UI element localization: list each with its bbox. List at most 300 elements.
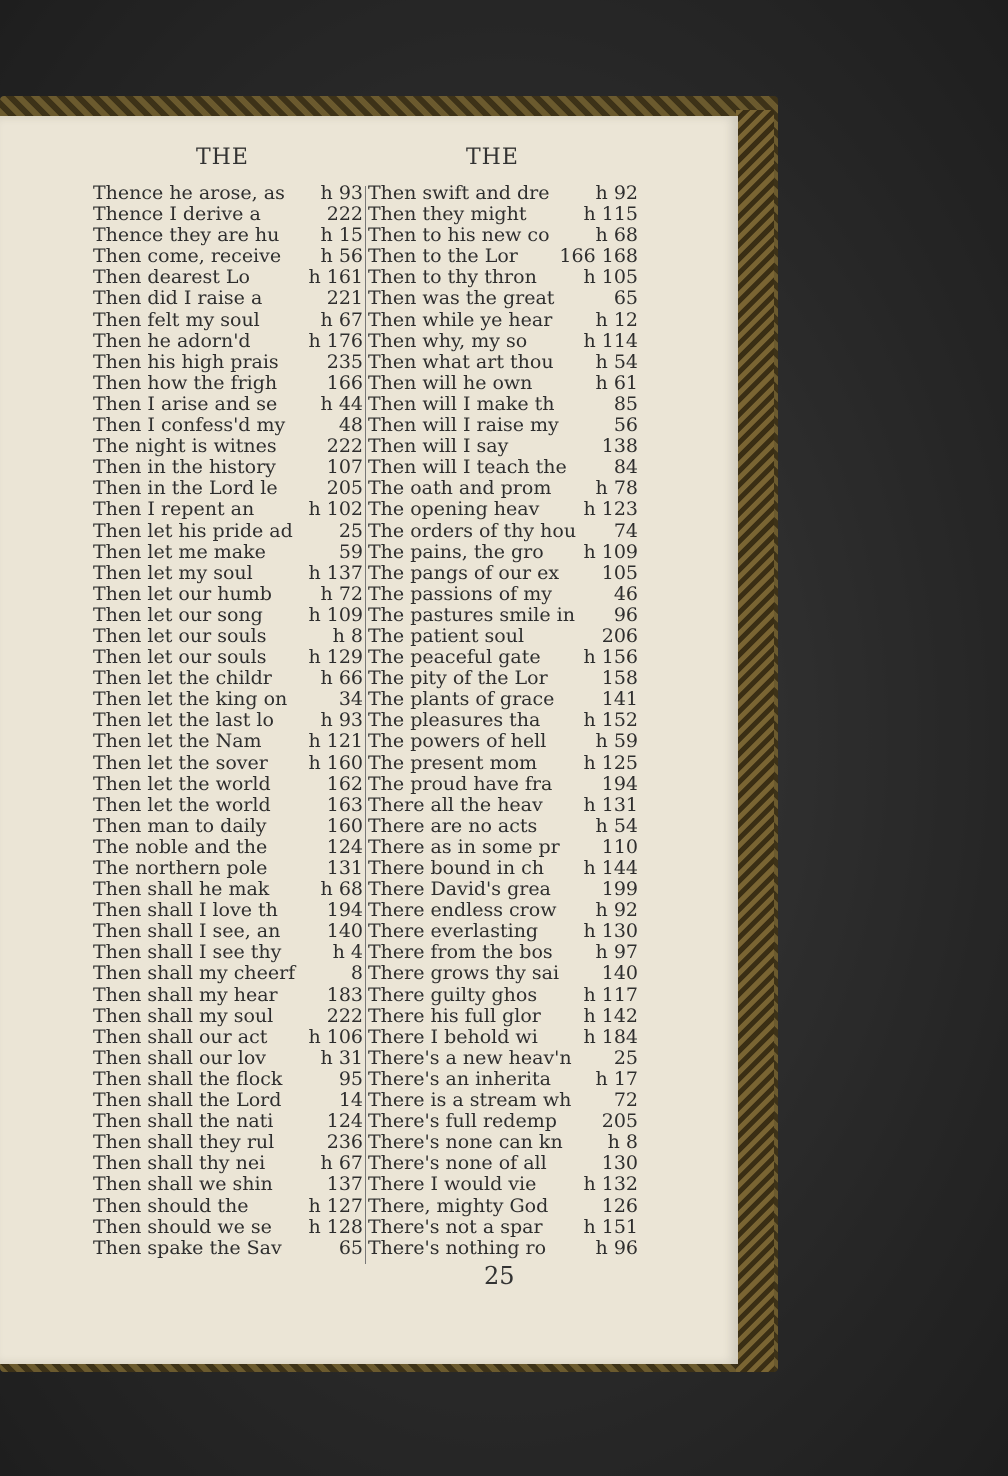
index-entry [368, 288, 638, 309]
entry-first-line: Then let the world [93, 773, 271, 795]
index-entry [93, 1069, 363, 1090]
entry-first-line: Then shall the nati [93, 1111, 274, 1133]
index-entry [93, 921, 363, 942]
entry-first-line: Then shall he mak [93, 879, 270, 901]
index-entry [93, 1196, 363, 1217]
index-entry [368, 1048, 638, 1069]
entry-hymn-number: 141 [601, 688, 638, 711]
index-entry [368, 900, 638, 921]
entry-first-line: There all the heav [368, 794, 543, 816]
entry-first-line: Then man to daily [93, 815, 267, 837]
entry-first-line: Then shall the Lord [93, 1090, 282, 1112]
entry-first-line: Then shall thy nei [93, 1153, 266, 1175]
index-entry [368, 753, 638, 774]
entry-first-line: There's none of all [368, 1153, 547, 1175]
entry-hymn-number: h 12 [595, 308, 638, 331]
entry-first-line: Then let me make [93, 541, 266, 563]
entry-first-line: There I would vie [368, 1174, 537, 1196]
index-entry [93, 563, 363, 584]
index-entry [93, 394, 363, 415]
entry-hymn-number: 46 [613, 582, 638, 605]
entry-hymn-number: h 132 [583, 1173, 638, 1196]
index-entry [93, 246, 363, 267]
entry-hymn-number: h 44 [320, 392, 363, 415]
index-entry [368, 1196, 638, 1217]
right-index-column [368, 183, 638, 1259]
entry-first-line: The peaceful gate [368, 647, 541, 669]
entry-hymn-number: h 127 [308, 1194, 363, 1217]
index-entry [368, 542, 638, 563]
entry-hymn-number: h 31 [320, 1046, 363, 1069]
entry-first-line: Then shall my hear [93, 984, 278, 1006]
entry-first-line: Then let the childr [93, 668, 272, 690]
entry-first-line: Then I arise and se [93, 393, 278, 415]
index-entry [93, 352, 363, 373]
index-entry [93, 373, 363, 394]
entry-hymn-number: 85 [613, 392, 638, 415]
entry-hymn-number: h 109 [583, 540, 638, 563]
index-entry [93, 1238, 363, 1259]
entry-hymn-number: 194 [601, 772, 638, 795]
entry-hymn-number: 131 [326, 857, 363, 879]
index-entry [93, 942, 363, 963]
entry-first-line: There's not a spar [368, 1216, 543, 1238]
entry-first-line: There is a stream wh [368, 1090, 572, 1112]
index-entry [93, 288, 363, 309]
index-entry [93, 225, 363, 246]
entry-hymn-number: h 156 [583, 646, 638, 669]
index-entry [93, 1174, 363, 1195]
entry-hymn-number: h 92 [595, 182, 638, 204]
entry-first-line: The night is witnes [93, 436, 277, 458]
entry-first-line: Then I confess'd my [93, 415, 286, 437]
index-entry [368, 774, 638, 795]
index-entry [93, 499, 363, 520]
index-entry [368, 858, 638, 879]
index-entry [93, 183, 363, 204]
entry-first-line: Then let our souls [93, 647, 267, 669]
entry-hymn-number: 158 [601, 667, 638, 690]
entry-hymn-number: 138 [601, 435, 638, 458]
index-entry [93, 858, 363, 879]
entry-hymn-number: h 96 [595, 1236, 638, 1259]
index-entry [93, 710, 363, 731]
entry-hymn-number: 124 [326, 1110, 363, 1133]
entry-first-line: Then I repent an [93, 499, 255, 521]
entry-hymn-number: 160 [326, 814, 363, 837]
entry-first-line: Then to thy thron [368, 267, 537, 289]
entry-first-line: Then let the last lo [93, 710, 274, 732]
entry-hymn-number: 183 [326, 983, 363, 1006]
entry-hymn-number: h 176 [308, 329, 363, 352]
entry-hymn-number: 205 [326, 477, 363, 500]
index-entry [93, 1153, 363, 1174]
index-entry [93, 647, 363, 668]
entry-first-line: Then how the frigh [93, 372, 278, 394]
index-entry [93, 204, 363, 225]
entry-hymn-number: 48 [338, 414, 363, 437]
index-entry [93, 668, 363, 689]
index-entry [93, 753, 363, 774]
entry-first-line: Then swift and dre [368, 183, 550, 204]
index-entry [368, 1238, 638, 1259]
index-entry [368, 1174, 638, 1195]
entry-hymn-number: h 151 [583, 1215, 638, 1238]
entry-hymn-number: 124 [326, 835, 363, 858]
book-gilt-edge [736, 110, 774, 1372]
entry-first-line: The northern pole [93, 858, 268, 879]
index-entry [368, 710, 638, 731]
entry-first-line: Then shall my cheerf [93, 963, 296, 985]
entry-hymn-number: h 78 [595, 477, 638, 500]
entry-first-line: The patient soul [368, 625, 525, 647]
entry-first-line: The oath and prom [368, 478, 552, 500]
entry-first-line: Then let the Nam [93, 731, 262, 753]
index-entry [368, 394, 638, 415]
entry-first-line: There David's grea [368, 879, 551, 901]
entry-hymn-number: h 137 [308, 561, 363, 584]
entry-hymn-number: h 93 [320, 182, 363, 204]
entry-first-line: Then let the sover [93, 752, 268, 774]
index-entry [368, 267, 638, 288]
right-column-header: THE [466, 145, 519, 170]
entry-first-line: There are no acts [368, 815, 538, 837]
index-entry [368, 605, 638, 626]
entry-first-line: Then will I raise my [368, 415, 559, 437]
entry-hymn-number: h 67 [320, 1152, 363, 1175]
entry-first-line: Then shall we shin [93, 1174, 273, 1196]
entry-first-line: Then come, receive [93, 246, 282, 268]
entry-first-line: Thence he arose, as [93, 183, 285, 204]
entry-hymn-number: 222 [326, 203, 363, 226]
index-entry [368, 1027, 638, 1048]
entry-hymn-number: h 61 [595, 371, 638, 394]
entry-first-line: The orders of thy hou [368, 520, 577, 542]
entry-first-line: There from the bos [368, 942, 553, 964]
entry-hymn-number: h 115 [583, 203, 638, 226]
entry-hymn-number: 56 [613, 414, 638, 437]
entry-hymn-number: 140 [601, 962, 638, 985]
index-entry [93, 415, 363, 436]
entry-first-line: Then dearest Lo [93, 267, 250, 289]
entry-hymn-number: h 152 [583, 709, 638, 732]
index-entry [368, 985, 638, 1006]
index-entry [368, 331, 638, 352]
entry-hymn-number: h 142 [583, 1004, 638, 1027]
entry-first-line: There's full redemp [368, 1111, 557, 1133]
entry-hymn-number: 34 [338, 688, 363, 711]
index-entry [368, 246, 638, 267]
entry-hymn-number: h 17 [595, 1067, 638, 1090]
entry-hymn-number: 162 [326, 772, 363, 795]
entry-hymn-number: 163 [326, 793, 363, 816]
index-entry [93, 436, 363, 457]
index-entry [368, 647, 638, 668]
index-entry [368, 1132, 638, 1153]
index-entry [93, 605, 363, 626]
entry-first-line: Then what art thou [368, 351, 554, 373]
index-entry [368, 584, 638, 605]
index-entry [368, 731, 638, 752]
entry-hymn-number: h 54 [595, 350, 638, 373]
entry-first-line: There, mighty God [368, 1195, 549, 1217]
entry-first-line: Then let the king on [93, 689, 288, 711]
entry-first-line: Then should we se [93, 1216, 272, 1238]
entry-hymn-number: h 128 [308, 1215, 363, 1238]
entry-hymn-number: h 67 [320, 308, 363, 331]
entry-hymn-number: h 130 [583, 920, 638, 943]
entry-hymn-number: 65 [613, 287, 638, 310]
entry-hymn-number: 126 [601, 1194, 638, 1217]
entry-hymn-number: h 184 [583, 1025, 638, 1048]
index-entry [368, 963, 638, 984]
index-entry [93, 963, 363, 984]
entry-first-line: Then will I make th [368, 393, 555, 415]
entry-first-line: The present mom [368, 752, 538, 774]
index-entry [368, 225, 638, 246]
entry-hymn-number: 74 [613, 519, 638, 542]
entry-first-line: Then let the world [93, 794, 271, 816]
entry-hymn-number: 107 [326, 456, 363, 479]
entry-first-line: Then while ye hear [368, 309, 553, 331]
index-entry [93, 1048, 363, 1069]
column-divider [365, 186, 366, 1264]
index-entry [93, 331, 363, 352]
index-entry [368, 668, 638, 689]
entry-first-line: Then he adorn'd [93, 330, 251, 352]
index-entry [368, 1090, 638, 1111]
entry-hymn-number: 59 [338, 540, 363, 563]
entry-hymn-number: h 144 [583, 857, 638, 879]
entry-first-line: The proud have fra [368, 773, 553, 795]
entry-first-line: The opening heav [368, 499, 540, 521]
entry-hymn-number: 65 [338, 1236, 363, 1259]
index-entry [368, 1069, 638, 1090]
index-entry [368, 626, 638, 647]
entry-hymn-number: 166 168 [559, 245, 638, 268]
index-entry [368, 795, 638, 816]
index-entry [93, 267, 363, 288]
entry-first-line: There as in some pr [368, 836, 560, 858]
entry-hymn-number: h 68 [320, 878, 363, 901]
entry-first-line: Thence they are hu [93, 225, 280, 247]
index-entry [93, 900, 363, 921]
entry-hymn-number: h 125 [583, 751, 638, 774]
entry-first-line: Thence I derive a [93, 204, 261, 226]
entry-first-line: Then to the Lor [368, 246, 518, 268]
index-entry [93, 985, 363, 1006]
index-entry [368, 436, 638, 457]
index-entry [93, 1111, 363, 1132]
index-entry [93, 521, 363, 542]
entry-hymn-number: 222 [326, 1004, 363, 1027]
entry-hymn-number: h 161 [308, 266, 363, 289]
entry-hymn-number: 25 [338, 519, 363, 542]
index-entry [93, 310, 363, 331]
entry-first-line: The pity of the Lor [368, 668, 548, 690]
entry-first-line: The powers of hell [368, 731, 547, 753]
entry-first-line: Then let his pride ad [93, 520, 293, 542]
entry-first-line: Then shall they rul [93, 1132, 275, 1154]
entry-hymn-number: 140 [326, 920, 363, 943]
entry-first-line: The noble and the [93, 836, 268, 858]
index-entry [368, 352, 638, 373]
index-entry [368, 373, 638, 394]
index-entry [368, 310, 638, 331]
left-index-column [93, 183, 363, 1259]
index-entry [93, 478, 363, 499]
index-entry [368, 415, 638, 436]
entry-hymn-number: h 160 [308, 751, 363, 774]
entry-first-line: There bound in ch [368, 858, 545, 879]
index-entry [368, 204, 638, 225]
entry-first-line: Then spake the Sav [93, 1237, 282, 1259]
index-entry [93, 816, 363, 837]
index-entry [368, 689, 638, 710]
entry-first-line: The passions of my [368, 583, 552, 605]
entry-first-line: Then shall I see thy [93, 942, 282, 964]
index-entry [368, 1153, 638, 1174]
index-entry [93, 879, 363, 900]
entry-first-line: Then let our souls [93, 625, 267, 647]
entry-first-line: The pains, the gro [368, 541, 544, 563]
entry-hymn-number: 221 [326, 287, 363, 310]
entry-first-line: Then should the [93, 1195, 249, 1217]
entry-hymn-number: 137 [326, 1173, 363, 1196]
entry-hymn-number: h 92 [595, 899, 638, 922]
entry-hymn-number: h 8 [607, 1131, 638, 1154]
entry-hymn-number: 194 [326, 899, 363, 922]
entry-hymn-number: 72 [613, 1089, 638, 1112]
entry-first-line: Then to his new co [368, 225, 550, 247]
index-entry [93, 1217, 363, 1238]
entry-first-line: Then let our humb [93, 583, 272, 605]
entry-hymn-number: h 105 [583, 266, 638, 289]
entry-first-line: The pleasures tha [368, 710, 541, 732]
entry-hymn-number: 222 [326, 435, 363, 458]
entry-hymn-number: h 106 [308, 1025, 363, 1048]
entry-first-line: The pangs of our ex [368, 562, 560, 584]
entry-first-line: Then in the history [93, 457, 276, 479]
index-entry [368, 816, 638, 837]
entry-first-line: Then in the Lord le [93, 478, 278, 500]
entry-first-line: Then will he own [368, 372, 533, 394]
entry-first-line: Then shall I see, an [93, 921, 281, 943]
entry-first-line: Then let my soul [93, 562, 253, 584]
entry-first-line: Then let our song [93, 604, 263, 626]
entry-hymn-number: h 8 [332, 624, 363, 647]
index-entry [93, 795, 363, 816]
entry-hymn-number: 206 [601, 624, 638, 647]
entry-hymn-number: h 123 [583, 498, 638, 521]
index-entry [368, 921, 638, 942]
entry-hymn-number: h 131 [583, 793, 638, 816]
entry-hymn-number: 236 [326, 1131, 363, 1154]
entry-hymn-number: h 68 [595, 224, 638, 247]
index-entry [93, 731, 363, 752]
index-entry [368, 879, 638, 900]
index-entry [368, 521, 638, 542]
entry-hymn-number: h 102 [308, 498, 363, 521]
entry-hymn-number: 110 [601, 835, 638, 858]
index-entry [93, 1027, 363, 1048]
entry-hymn-number: 96 [613, 603, 638, 626]
entry-first-line: There endless crow [368, 900, 557, 922]
index-entry [368, 499, 638, 520]
entry-hymn-number: h 121 [308, 730, 363, 753]
index-entry [93, 626, 363, 647]
index-entry [93, 584, 363, 605]
index-entry [368, 1111, 638, 1132]
entry-first-line: There everlasting [368, 921, 539, 943]
entry-first-line: There grows thy sai [368, 963, 560, 985]
entry-hymn-number: h 117 [583, 983, 638, 1006]
index-entry [368, 1006, 638, 1027]
index-entry [368, 563, 638, 584]
index-entry [368, 478, 638, 499]
entry-first-line: There's none can kn [368, 1132, 563, 1154]
entry-hymn-number: h 114 [583, 329, 638, 352]
entry-first-line: The pastures smile in [368, 604, 575, 626]
entry-hymn-number: 205 [601, 1110, 638, 1133]
entry-first-line: Then they might [368, 204, 527, 226]
entry-first-line: The plants of grace [368, 689, 555, 711]
index-entry [368, 837, 638, 858]
index-entry [93, 774, 363, 795]
entry-first-line: There's an inherita [368, 1068, 552, 1090]
entry-first-line: Then will I teach the [368, 457, 567, 479]
index-entry [93, 457, 363, 478]
index-entry [368, 942, 638, 963]
entry-first-line: Then shall our lov [93, 1047, 266, 1069]
entry-first-line: Then shall I love th [93, 900, 278, 922]
index-entry [368, 1217, 638, 1238]
index-entry [93, 1006, 363, 1027]
entry-hymn-number: 95 [338, 1067, 363, 1090]
entry-hymn-number: 166 [326, 371, 363, 394]
entry-first-line: There's nothing ro [368, 1237, 547, 1259]
index-entry [93, 689, 363, 710]
entry-first-line: Then his high prais [93, 351, 279, 373]
left-column-header: THE [196, 145, 249, 170]
index-entry [368, 457, 638, 478]
entry-hymn-number: h 59 [595, 730, 638, 753]
entry-first-line: There's a new heav'n [368, 1047, 572, 1069]
entry-first-line: Then felt my soul [93, 309, 260, 331]
entry-hymn-number: 105 [601, 561, 638, 584]
entry-hymn-number: 199 [601, 878, 638, 901]
entry-first-line: Then shall the flock [93, 1068, 283, 1090]
entry-hymn-number: 25 [613, 1046, 638, 1069]
entry-first-line: Then shall our act [93, 1026, 268, 1048]
entry-hymn-number: 84 [613, 456, 638, 479]
entry-hymn-number: h 54 [595, 814, 638, 837]
entry-first-line: Then was the great [368, 288, 555, 310]
index-entry [93, 837, 363, 858]
entry-hymn-number: h 93 [320, 709, 363, 732]
entry-hymn-number: h 72 [320, 582, 363, 605]
entry-first-line: There his full glor [368, 1005, 541, 1027]
entry-first-line: Then why, my so [368, 330, 528, 352]
entry-first-line: There guilty ghos [368, 984, 538, 1006]
entry-first-line: Then will I say [368, 436, 509, 458]
entry-hymn-number: h 66 [320, 667, 363, 690]
index-entry [368, 183, 638, 204]
entry-hymn-number: 130 [601, 1152, 638, 1175]
entry-hymn-number: h 15 [320, 224, 363, 247]
entry-hymn-number: 14 [338, 1089, 363, 1112]
entry-hymn-number: 8 [350, 962, 363, 985]
